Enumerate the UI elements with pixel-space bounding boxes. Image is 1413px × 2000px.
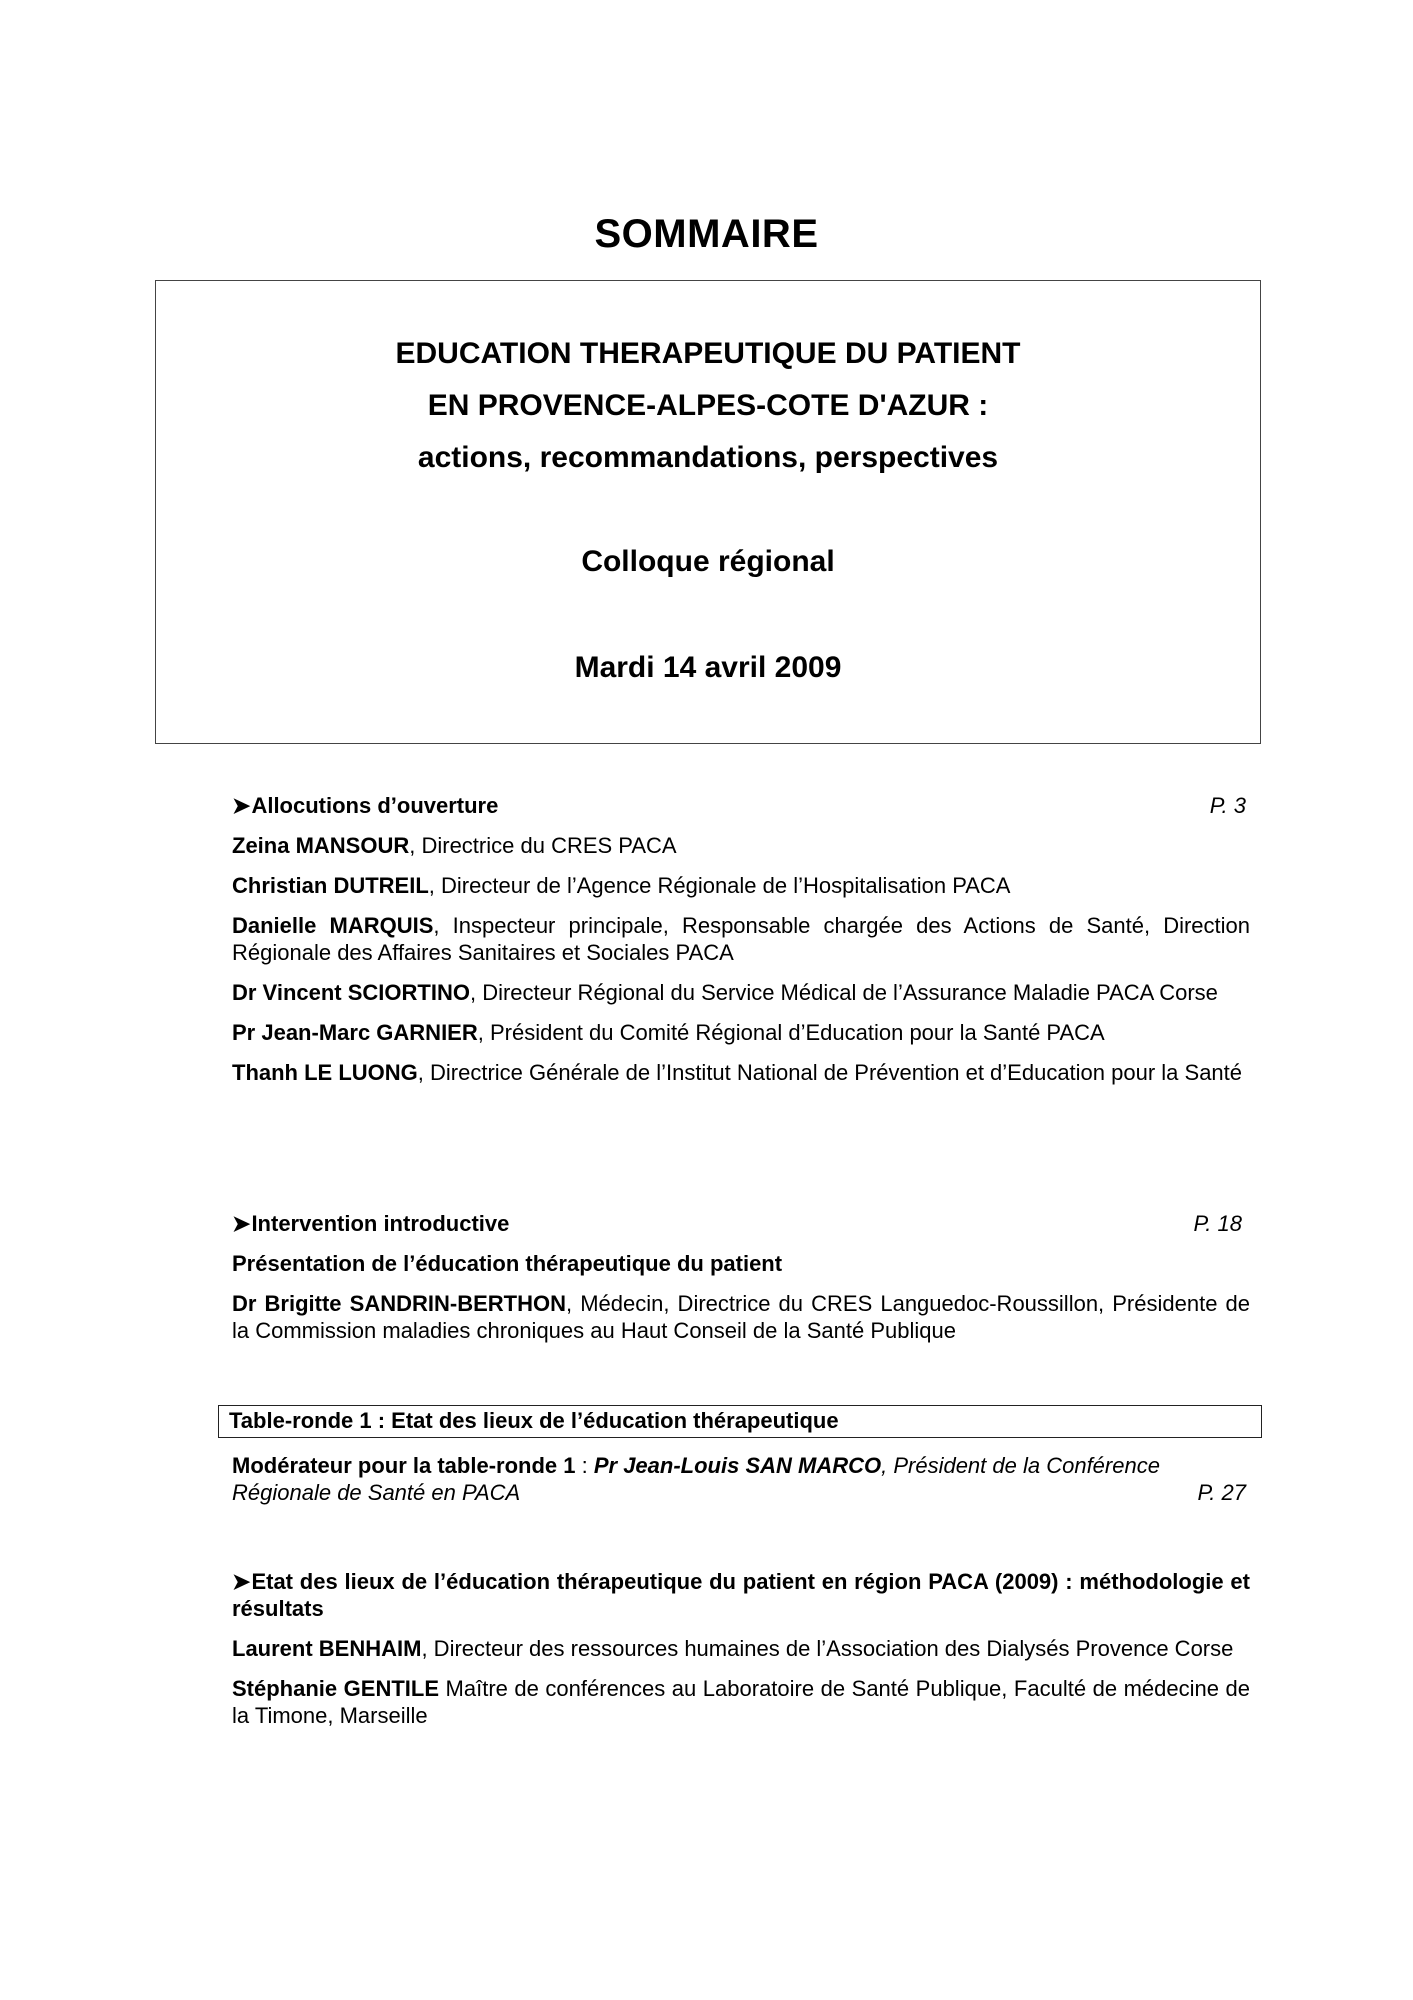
section-heading bbox=[232, 792, 1250, 819]
moderator-desc: , Président de la Conférence bbox=[881, 1453, 1160, 1478]
page-number[interactable]: P. 27 bbox=[1197, 1480, 1246, 1505]
table-ronde-1-moderator bbox=[232, 1452, 1250, 1506]
moderator-label: Modérateur pour la table-ronde 1 bbox=[232, 1453, 576, 1478]
speaker-entry bbox=[232, 912, 1250, 966]
moderator-name: Pr Jean-Louis SAN MARCO bbox=[593, 1453, 882, 1478]
arrowhead-bullet-icon: ➤ bbox=[232, 1211, 251, 1236]
table-ronde-1-header: Table-ronde 1 : Etat des lieux de l’éducation thérapeutique bbox=[218, 1405, 1262, 1438]
speaker-name: Danielle MARQUIS bbox=[232, 913, 434, 938]
section-title[interactable]: Intervention introductive bbox=[251, 1211, 510, 1236]
section-heading bbox=[232, 1568, 1250, 1622]
section-heading bbox=[232, 1210, 1250, 1237]
page-number[interactable]: P. 18 bbox=[1193, 1211, 1242, 1236]
moderator-sep: : bbox=[575, 1453, 594, 1478]
speaker-entry bbox=[232, 1019, 1250, 1046]
speaker-desc: , Directrice Générale de l’Institut National de Prévention et d’Education pour la Santé bbox=[417, 1060, 1243, 1085]
section-allocutions bbox=[232, 792, 1250, 1086]
speaker-desc: , Directeur Régional du Service Médical de l’Assurance Maladie PACA Corse bbox=[469, 980, 1218, 1005]
section-intervention bbox=[232, 1210, 1250, 1344]
section-etat-des-lieux bbox=[232, 1568, 1250, 1729]
section-title[interactable]: Etat des lieux de l’éducation thérapeutique du patient en région PACA (2009) : méthodologie et résultats bbox=[232, 1569, 1250, 1621]
section-title[interactable]: Allocutions d’ouverture bbox=[251, 793, 499, 818]
cover-date: Mardi 14 avril 2009 bbox=[574, 651, 842, 684]
speaker-name: Dr Brigitte SANDRIN-BERTHON bbox=[232, 1291, 566, 1316]
speaker-entry bbox=[232, 872, 1250, 899]
speaker-name: Stéphanie GENTILE bbox=[232, 1676, 440, 1701]
speaker-desc: Maître de conférences au Laboratoire de Santé Publique, Faculté de médecine de la Timone, Marseille bbox=[232, 1676, 1250, 1728]
moderator-line bbox=[232, 1452, 1250, 1479]
page-number[interactable]: P. 3 bbox=[1209, 793, 1246, 818]
speaker-desc: , Directeur de l’Agence Régionale de l’Hospitalisation PACA bbox=[428, 873, 1011, 898]
speaker-name: Pr Jean-Marc GARNIER bbox=[232, 1020, 478, 1045]
moderator-desc-cont: Régionale de Santé en PACA bbox=[232, 1480, 521, 1505]
speaker-entry bbox=[232, 979, 1250, 1006]
speaker-desc: , Médecin, Directrice du CRES Languedoc-Roussillon, Présidente de la Commission maladies chroniques au Haut Conseil de la Santé Publique bbox=[232, 1291, 1251, 1343]
page-title: SOMMAIRE bbox=[594, 212, 819, 256]
arrowhead-bullet-icon: ➤ bbox=[232, 1569, 251, 1594]
speaker-entry bbox=[232, 1675, 1250, 1729]
speaker-name: Zeina MANSOUR bbox=[232, 833, 410, 858]
speaker-desc: , Directrice du CRES PACA bbox=[409, 833, 677, 858]
cover-event: Colloque régional bbox=[581, 545, 835, 578]
speaker-entry bbox=[232, 832, 1250, 859]
speaker-name: Thanh LE LUONG bbox=[232, 1060, 418, 1085]
cover-title-line-1: EDUCATION THERAPEUTIQUE DU PATIENT bbox=[395, 337, 1021, 370]
speaker-desc: , Président du Comité Régional d’Education pour la Santé PACA bbox=[477, 1020, 1105, 1045]
speaker-entry bbox=[232, 1059, 1250, 1086]
speaker-entry bbox=[232, 1635, 1250, 1662]
cover-title-line-2: EN PROVENCE-ALPES-COTE D'AZUR : bbox=[427, 389, 989, 422]
speaker-desc: , Inspecteur principale, Responsable chargée des Actions de Santé, Direction Régionale des Affaires Sanitaires et Sociales PACA bbox=[232, 913, 1250, 965]
speaker-name: Christian DUTREIL bbox=[232, 873, 429, 898]
cover-box bbox=[155, 280, 1261, 744]
moderator-line-2 bbox=[232, 1479, 1250, 1506]
speaker-desc: , Directeur des ressources humaines de l’Association des Dialysés Provence Corse bbox=[421, 1636, 1234, 1661]
speaker-name: Dr Vincent SCIORTINO bbox=[232, 980, 470, 1005]
speaker-name: Laurent BENHAIM bbox=[232, 1636, 422, 1661]
arrowhead-bullet-icon: ➤ bbox=[232, 793, 251, 818]
talk-title: Présentation de l’éducation thérapeutique du patient bbox=[232, 1251, 783, 1276]
cover-subtitle: actions, recommandations, perspectives bbox=[417, 441, 999, 474]
speaker-entry bbox=[232, 1290, 1250, 1344]
